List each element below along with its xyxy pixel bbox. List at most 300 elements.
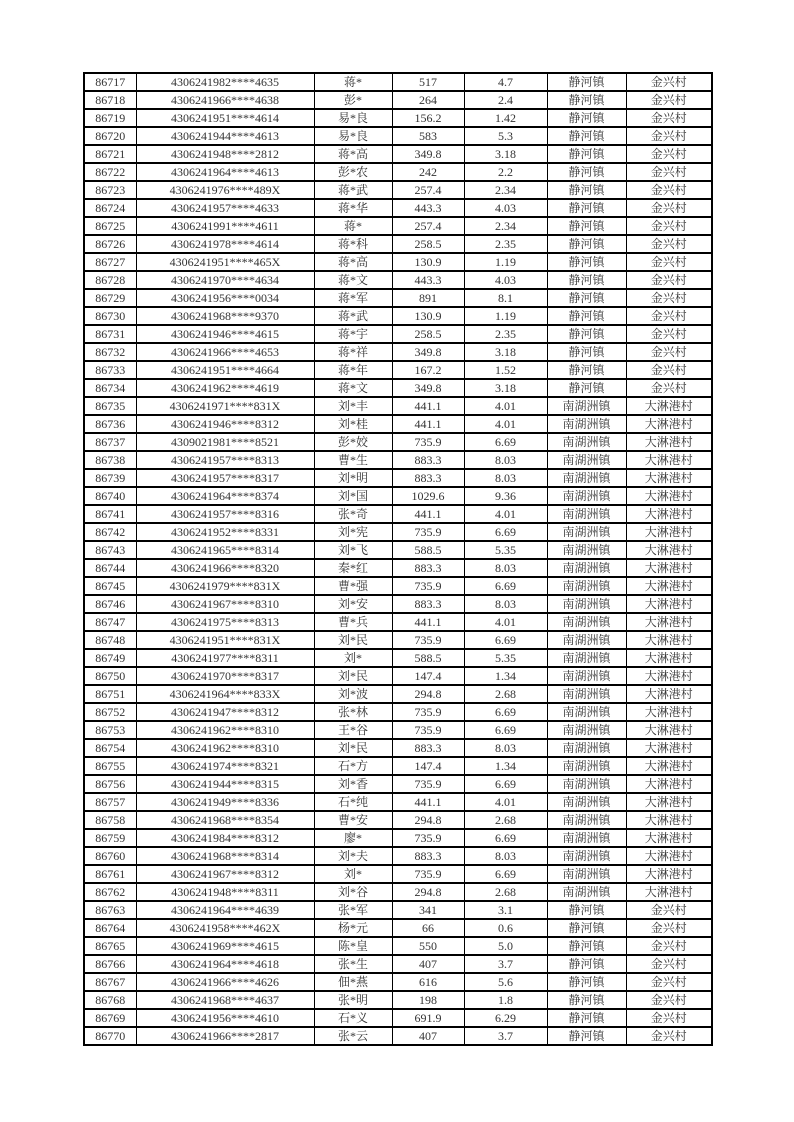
cell-village: 大淋港村 (626, 541, 712, 559)
cell-id-card-masked: 4306241962****8310 (136, 721, 314, 739)
cell-person-name-masked: 王*谷 (314, 721, 392, 739)
cell-secondary-amount: 1.52 (464, 361, 547, 379)
cell-secondary-amount: 2.4 (464, 91, 547, 109)
cell-amount: 294.8 (392, 685, 464, 703)
cell-id-card-masked: 4306241966****4638 (136, 91, 314, 109)
cell-sequence-number: 86758 (84, 811, 136, 829)
table-row (84, 919, 712, 937)
cell-amount: 441.1 (392, 505, 464, 523)
cell-village: 大淋港村 (626, 829, 712, 847)
cell-person-name-masked: 刘*明 (314, 469, 392, 487)
table-row (84, 1009, 712, 1027)
cell-secondary-amount: 2.34 (464, 181, 547, 199)
cell-amount: 883.3 (392, 451, 464, 469)
cell-person-name-masked: 刘*国 (314, 487, 392, 505)
cell-sequence-number: 86724 (84, 199, 136, 217)
cell-village: 金兴村 (626, 127, 712, 145)
cell-id-card-masked: 4306241966****8320 (136, 559, 314, 577)
cell-sequence-number: 86762 (84, 883, 136, 901)
cell-town: 静河镇 (547, 1009, 626, 1027)
cell-town: 南湖洲镇 (547, 397, 626, 415)
cell-town: 南湖洲镇 (547, 613, 626, 631)
cell-sequence-number: 86721 (84, 145, 136, 163)
cell-amount: 198 (392, 991, 464, 1009)
cell-village: 金兴村 (626, 289, 712, 307)
cell-person-name-masked: 蒋* (314, 217, 392, 235)
cell-person-name-masked: 张*奇 (314, 505, 392, 523)
cell-sequence-number: 86730 (84, 307, 136, 325)
cell-village: 金兴村 (626, 307, 712, 325)
cell-secondary-amount: 8.03 (464, 451, 547, 469)
cell-village: 大淋港村 (626, 865, 712, 883)
cell-sequence-number: 86739 (84, 469, 136, 487)
table-row (84, 829, 712, 847)
cell-person-name-masked: 刘*桂 (314, 415, 392, 433)
cell-sequence-number: 86760 (84, 847, 136, 865)
cell-town: 南湖洲镇 (547, 469, 626, 487)
cell-sequence-number: 86745 (84, 577, 136, 595)
cell-id-card-masked: 4306241982****4635 (136, 73, 314, 91)
cell-sequence-number: 86753 (84, 721, 136, 739)
cell-village: 金兴村 (626, 361, 712, 379)
cell-secondary-amount: 8.1 (464, 289, 547, 307)
cell-secondary-amount: 6.69 (464, 721, 547, 739)
cell-town: 南湖洲镇 (547, 541, 626, 559)
table-row (84, 865, 712, 883)
cell-town: 南湖洲镇 (547, 775, 626, 793)
table-row (84, 469, 712, 487)
table-row (84, 847, 712, 865)
table-row (84, 955, 712, 973)
cell-village: 大淋港村 (626, 487, 712, 505)
cell-amount: 294.8 (392, 811, 464, 829)
table-row (84, 595, 712, 613)
cell-secondary-amount: 8.03 (464, 739, 547, 757)
cell-amount: 441.1 (392, 613, 464, 631)
table-row (84, 379, 712, 397)
table-row (84, 559, 712, 577)
cell-secondary-amount: 6.69 (464, 433, 547, 451)
cell-sequence-number: 86725 (84, 217, 136, 235)
cell-secondary-amount: 3.18 (464, 343, 547, 361)
cell-id-card-masked: 4306241975****8313 (136, 613, 314, 631)
cell-sequence-number: 86769 (84, 1009, 136, 1027)
cell-id-card-masked: 4306241979****831X (136, 577, 314, 595)
cell-sequence-number: 86767 (84, 973, 136, 991)
cell-secondary-amount: 1.34 (464, 757, 547, 775)
cell-id-card-masked: 4306241957****4633 (136, 199, 314, 217)
cell-person-name-masked: 蒋*年 (314, 361, 392, 379)
cell-id-card-masked: 4306241946****8312 (136, 415, 314, 433)
cell-id-card-masked: 4306241962****8310 (136, 739, 314, 757)
cell-secondary-amount: 3.1 (464, 901, 547, 919)
cell-amount: 441.1 (392, 397, 464, 415)
cell-village: 金兴村 (626, 1009, 712, 1027)
cell-village: 金兴村 (626, 109, 712, 127)
cell-village: 金兴村 (626, 379, 712, 397)
cell-person-name-masked: 曹*安 (314, 811, 392, 829)
cell-person-name-masked: 刘*民 (314, 631, 392, 649)
table-row (84, 451, 712, 469)
cell-id-card-masked: 4306241968****8314 (136, 847, 314, 865)
cell-town: 静河镇 (547, 919, 626, 937)
cell-amount: 735.9 (392, 829, 464, 847)
cell-id-card-masked: 4306241956****0034 (136, 289, 314, 307)
cell-village: 金兴村 (626, 181, 712, 199)
cell-secondary-amount: 6.69 (464, 631, 547, 649)
cell-person-name-masked: 蒋*武 (314, 307, 392, 325)
cell-secondary-amount: 1.19 (464, 253, 547, 271)
cell-secondary-amount: 2.68 (464, 685, 547, 703)
cell-secondary-amount: 6.69 (464, 523, 547, 541)
cell-amount: 883.3 (392, 739, 464, 757)
table-row (84, 991, 712, 1009)
cell-town: 静河镇 (547, 109, 626, 127)
cell-town: 南湖洲镇 (547, 631, 626, 649)
cell-person-name-masked: 彭* (314, 91, 392, 109)
cell-village: 大淋港村 (626, 415, 712, 433)
cell-person-name-masked: 曹*兵 (314, 613, 392, 631)
table-row (84, 667, 712, 685)
cell-village: 大淋港村 (626, 595, 712, 613)
cell-amount: 349.8 (392, 343, 464, 361)
cell-amount: 258.5 (392, 325, 464, 343)
cell-id-card-masked: 4306241947****8312 (136, 703, 314, 721)
cell-person-name-masked: 易*良 (314, 127, 392, 145)
cell-id-card-masked: 4306241965****8314 (136, 541, 314, 559)
cell-town: 南湖洲镇 (547, 703, 626, 721)
cell-amount: 735.9 (392, 721, 464, 739)
cell-secondary-amount: 4.01 (464, 613, 547, 631)
cell-amount: 257.4 (392, 217, 464, 235)
cell-person-name-masked: 石*纯 (314, 793, 392, 811)
cell-sequence-number: 86763 (84, 901, 136, 919)
cell-person-name-masked: 石*义 (314, 1009, 392, 1027)
cell-village: 金兴村 (626, 919, 712, 937)
table-row (84, 523, 712, 541)
cell-town: 静河镇 (547, 253, 626, 271)
cell-town: 南湖洲镇 (547, 829, 626, 847)
cell-person-name-masked: 彭*农 (314, 163, 392, 181)
cell-village: 大淋港村 (626, 649, 712, 667)
table-row (84, 253, 712, 271)
cell-id-card-masked: 4306241948****8311 (136, 883, 314, 901)
cell-amount: 258.5 (392, 235, 464, 253)
cell-village: 大淋港村 (626, 883, 712, 901)
cell-person-name-masked: 廖* (314, 829, 392, 847)
cell-secondary-amount: 4.01 (464, 505, 547, 523)
cell-amount: 735.9 (392, 433, 464, 451)
cell-person-name-masked: 刘*夫 (314, 847, 392, 865)
cell-sequence-number: 86734 (84, 379, 136, 397)
cell-secondary-amount: 1.42 (464, 109, 547, 127)
cell-village: 大淋港村 (626, 757, 712, 775)
cell-id-card-masked: 4306241967****8310 (136, 595, 314, 613)
cell-town: 南湖洲镇 (547, 415, 626, 433)
cell-village: 金兴村 (626, 91, 712, 109)
cell-town: 南湖洲镇 (547, 649, 626, 667)
cell-sequence-number: 86740 (84, 487, 136, 505)
cell-town: 南湖洲镇 (547, 865, 626, 883)
table-row (84, 487, 712, 505)
table-row (84, 685, 712, 703)
table-row (84, 415, 712, 433)
cell-sequence-number: 86744 (84, 559, 136, 577)
cell-town: 南湖洲镇 (547, 811, 626, 829)
table-row (84, 127, 712, 145)
cell-secondary-amount: 8.03 (464, 469, 547, 487)
cell-person-name-masked: 张*云 (314, 1027, 392, 1045)
cell-sequence-number: 86733 (84, 361, 136, 379)
cell-amount: 735.9 (392, 703, 464, 721)
cell-id-card-masked: 4306241967****8312 (136, 865, 314, 883)
cell-town: 南湖洲镇 (547, 793, 626, 811)
cell-sequence-number: 86727 (84, 253, 136, 271)
cell-amount: 517 (392, 73, 464, 91)
cell-secondary-amount: 9.36 (464, 487, 547, 505)
cell-amount: 130.9 (392, 253, 464, 271)
table-row (84, 775, 712, 793)
cell-person-name-masked: 刘*安 (314, 595, 392, 613)
cell-secondary-amount: 8.03 (464, 559, 547, 577)
cell-id-card-masked: 4306241970****4634 (136, 271, 314, 289)
cell-town: 静河镇 (547, 307, 626, 325)
cell-id-card-masked: 4306241984****8312 (136, 829, 314, 847)
cell-village: 大淋港村 (626, 667, 712, 685)
cell-village: 金兴村 (626, 343, 712, 361)
cell-id-card-masked: 4306241951****831X (136, 631, 314, 649)
cell-village: 大淋港村 (626, 397, 712, 415)
cell-village: 大淋港村 (626, 613, 712, 631)
table-row (84, 721, 712, 739)
cell-sequence-number: 86732 (84, 343, 136, 361)
cell-village: 金兴村 (626, 271, 712, 289)
table-row (84, 649, 712, 667)
cell-sequence-number: 86720 (84, 127, 136, 145)
cell-village: 金兴村 (626, 937, 712, 955)
cell-secondary-amount: 5.3 (464, 127, 547, 145)
cell-secondary-amount: 2.35 (464, 325, 547, 343)
table-row (84, 433, 712, 451)
cell-sequence-number: 86766 (84, 955, 136, 973)
cell-person-name-masked: 张*林 (314, 703, 392, 721)
cell-village: 大淋港村 (626, 721, 712, 739)
cell-town: 静河镇 (547, 325, 626, 343)
cell-id-card-masked: 4306241976****489X (136, 181, 314, 199)
cell-person-name-masked: 张*军 (314, 901, 392, 919)
table-row (84, 163, 712, 181)
cell-id-card-masked: 4306241964****833X (136, 685, 314, 703)
table-body (84, 73, 712, 1045)
table-row (84, 757, 712, 775)
cell-amount: 883.3 (392, 469, 464, 487)
cell-id-card-masked: 4306241978****4614 (136, 235, 314, 253)
cell-town: 静河镇 (547, 901, 626, 919)
table-row (84, 343, 712, 361)
cell-secondary-amount: 5.6 (464, 973, 547, 991)
cell-person-name-masked: 刘*波 (314, 685, 392, 703)
table-row (84, 973, 712, 991)
cell-amount: 891 (392, 289, 464, 307)
cell-secondary-amount: 1.8 (464, 991, 547, 1009)
cell-village: 大淋港村 (626, 451, 712, 469)
cell-secondary-amount: 2.34 (464, 217, 547, 235)
table-row (84, 271, 712, 289)
cell-amount: 550 (392, 937, 464, 955)
cell-person-name-masked: 曹*强 (314, 577, 392, 595)
cell-amount: 147.4 (392, 667, 464, 685)
cell-person-name-masked: 蒋*文 (314, 379, 392, 397)
cell-sequence-number: 86741 (84, 505, 136, 523)
cell-sequence-number: 86738 (84, 451, 136, 469)
cell-person-name-masked: 蒋*科 (314, 235, 392, 253)
cell-town: 南湖洲镇 (547, 451, 626, 469)
cell-amount: 441.1 (392, 793, 464, 811)
cell-secondary-amount: 1.34 (464, 667, 547, 685)
cell-town: 南湖洲镇 (547, 757, 626, 775)
cell-sequence-number: 86718 (84, 91, 136, 109)
cell-town: 静河镇 (547, 379, 626, 397)
cell-town: 静河镇 (547, 127, 626, 145)
cell-village: 金兴村 (626, 325, 712, 343)
cell-village: 大淋港村 (626, 559, 712, 577)
cell-amount: 264 (392, 91, 464, 109)
cell-sequence-number: 86768 (84, 991, 136, 1009)
cell-town: 南湖洲镇 (547, 433, 626, 451)
cell-town: 南湖洲镇 (547, 739, 626, 757)
cell-person-name-masked: 佃*燕 (314, 973, 392, 991)
table-row (84, 631, 712, 649)
cell-secondary-amount: 4.7 (464, 73, 547, 91)
cell-town: 南湖洲镇 (547, 883, 626, 901)
cell-village: 大淋港村 (626, 523, 712, 541)
cell-id-card-masked: 4306241977****8311 (136, 649, 314, 667)
cell-village: 金兴村 (626, 1027, 712, 1045)
cell-village: 大淋港村 (626, 469, 712, 487)
cell-town: 南湖洲镇 (547, 559, 626, 577)
cell-secondary-amount: 4.03 (464, 199, 547, 217)
cell-sequence-number: 86756 (84, 775, 136, 793)
cell-sequence-number: 86770 (84, 1027, 136, 1045)
cell-amount: 735.9 (392, 523, 464, 541)
cell-secondary-amount: 1.19 (464, 307, 547, 325)
cell-amount: 735.9 (392, 775, 464, 793)
cell-town: 静河镇 (547, 73, 626, 91)
cell-village: 大淋港村 (626, 703, 712, 721)
cell-sequence-number: 86746 (84, 595, 136, 613)
cell-town: 静河镇 (547, 343, 626, 361)
table-row (84, 325, 712, 343)
cell-town: 南湖洲镇 (547, 505, 626, 523)
subsidy-table (83, 72, 713, 1046)
cell-town: 静河镇 (547, 181, 626, 199)
table-row (84, 793, 712, 811)
cell-village: 大淋港村 (626, 739, 712, 757)
cell-village: 金兴村 (626, 217, 712, 235)
table-row (84, 613, 712, 631)
cell-person-name-masked: 秦*红 (314, 559, 392, 577)
table-row (84, 145, 712, 163)
cell-town: 南湖洲镇 (547, 667, 626, 685)
cell-secondary-amount: 3.7 (464, 955, 547, 973)
table-row (84, 289, 712, 307)
cell-secondary-amount: 4.01 (464, 415, 547, 433)
cell-sequence-number: 86726 (84, 235, 136, 253)
cell-amount: 242 (392, 163, 464, 181)
cell-village: 金兴村 (626, 901, 712, 919)
cell-amount: 883.3 (392, 847, 464, 865)
cell-person-name-masked: 刘*民 (314, 667, 392, 685)
cell-amount: 130.9 (392, 307, 464, 325)
cell-sequence-number: 86719 (84, 109, 136, 127)
cell-village: 金兴村 (626, 955, 712, 973)
cell-town: 静河镇 (547, 937, 626, 955)
cell-amount: 691.9 (392, 1009, 464, 1027)
cell-sequence-number: 86751 (84, 685, 136, 703)
cell-person-name-masked: 刘* (314, 649, 392, 667)
cell-town: 静河镇 (547, 289, 626, 307)
cell-id-card-masked: 4306241956****4610 (136, 1009, 314, 1027)
table-row (84, 901, 712, 919)
cell-town: 静河镇 (547, 1027, 626, 1045)
table-row (84, 739, 712, 757)
cell-sequence-number: 86764 (84, 919, 136, 937)
cell-person-name-masked: 蒋*军 (314, 289, 392, 307)
cell-village: 金兴村 (626, 163, 712, 181)
cell-town: 静河镇 (547, 235, 626, 253)
cell-id-card-masked: 4309021981****8521 (136, 433, 314, 451)
table-row (84, 541, 712, 559)
cell-id-card-masked: 4306241968****4637 (136, 991, 314, 1009)
cell-id-card-masked: 4306241966****2817 (136, 1027, 314, 1045)
cell-id-card-masked: 4306241944****8315 (136, 775, 314, 793)
cell-town: 静河镇 (547, 91, 626, 109)
cell-id-card-masked: 4306241946****4615 (136, 325, 314, 343)
cell-person-name-masked: 蒋*祥 (314, 343, 392, 361)
cell-sequence-number: 86742 (84, 523, 136, 541)
cell-secondary-amount: 8.03 (464, 847, 547, 865)
cell-id-card-masked: 4306241951****4664 (136, 361, 314, 379)
cell-person-name-masked: 陈*皇 (314, 937, 392, 955)
table-row (84, 91, 712, 109)
cell-secondary-amount: 3.7 (464, 1027, 547, 1045)
cell-id-card-masked: 4306241957****8317 (136, 469, 314, 487)
cell-person-name-masked: 蒋*高 (314, 253, 392, 271)
table-row (84, 811, 712, 829)
cell-id-card-masked: 4306241969****4615 (136, 937, 314, 955)
cell-id-card-masked: 4306241966****4653 (136, 343, 314, 361)
cell-sequence-number: 86728 (84, 271, 136, 289)
cell-id-card-masked: 4306241968****8354 (136, 811, 314, 829)
cell-amount: 883.3 (392, 595, 464, 613)
cell-id-card-masked: 4306241948****2812 (136, 145, 314, 163)
cell-id-card-masked: 4306241962****4619 (136, 379, 314, 397)
cell-person-name-masked: 彭*姣 (314, 433, 392, 451)
cell-id-card-masked: 4306241968****9370 (136, 307, 314, 325)
cell-person-name-masked: 蒋*武 (314, 181, 392, 199)
cell-sequence-number: 86759 (84, 829, 136, 847)
cell-amount: 441.1 (392, 415, 464, 433)
cell-sequence-number: 86723 (84, 181, 136, 199)
cell-secondary-amount: 2.68 (464, 811, 547, 829)
cell-amount: 349.8 (392, 379, 464, 397)
table-row (84, 235, 712, 253)
cell-person-name-masked: 张*明 (314, 991, 392, 1009)
cell-person-name-masked: 石*方 (314, 757, 392, 775)
cell-town: 南湖洲镇 (547, 577, 626, 595)
cell-id-card-masked: 4306241944****4613 (136, 127, 314, 145)
cell-secondary-amount: 2.35 (464, 235, 547, 253)
